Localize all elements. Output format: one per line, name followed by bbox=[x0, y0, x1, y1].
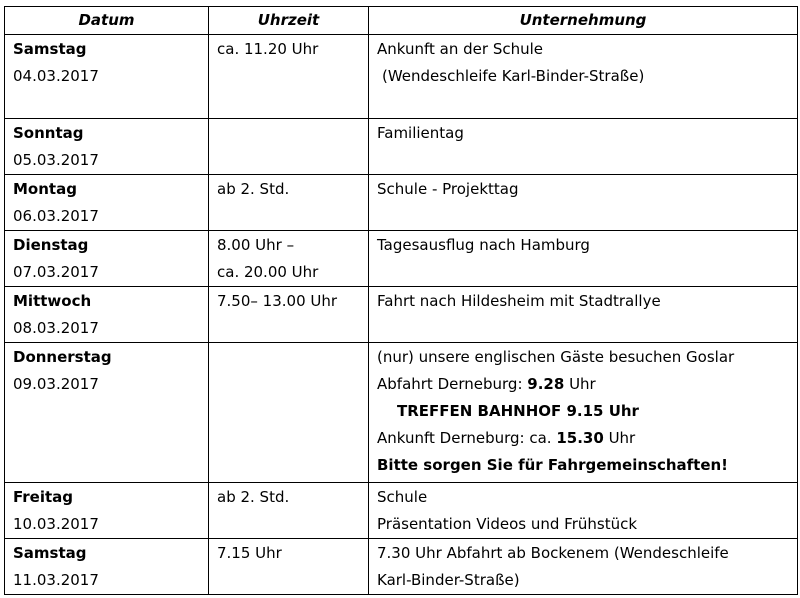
header-date: Datum bbox=[5, 7, 209, 35]
date-value: 06.03.2017 bbox=[13, 207, 99, 225]
arrival-label: Ankunft Derneburg: ca. bbox=[377, 429, 557, 447]
date-cell bbox=[5, 119, 209, 175]
time-cell bbox=[209, 175, 369, 231]
time-cell bbox=[209, 287, 369, 343]
meeting-note: TREFFEN BAHNHOF 9.15 Uhr bbox=[397, 402, 639, 420]
activity-cell bbox=[369, 119, 798, 175]
date-cell bbox=[5, 343, 209, 483]
day-name: Montag bbox=[13, 180, 77, 198]
table-row bbox=[5, 287, 798, 343]
table-row bbox=[5, 175, 798, 231]
time-text: ab 2. Std. bbox=[217, 180, 290, 198]
date-value: 09.03.2017 bbox=[13, 375, 99, 393]
date-cell bbox=[5, 483, 209, 539]
time-cell bbox=[209, 119, 369, 175]
header-row bbox=[5, 7, 798, 35]
time-text: ca. 20.00 Uhr bbox=[217, 263, 319, 281]
day-name: Donnerstag bbox=[13, 348, 112, 366]
table-row bbox=[5, 231, 798, 287]
date-cell bbox=[5, 35, 209, 119]
table-row bbox=[5, 539, 798, 595]
table-row bbox=[5, 483, 798, 539]
activity-cell bbox=[369, 539, 798, 595]
date-value: 04.03.2017 bbox=[13, 67, 99, 85]
activity-text: Ankunft an der Schule bbox=[377, 40, 544, 58]
day-name: Samstag bbox=[13, 40, 87, 58]
activity-text: Schule bbox=[377, 488, 428, 506]
table-row bbox=[5, 119, 798, 175]
day-name: Samstag bbox=[13, 544, 87, 562]
time-text: ca. 11.20 Uhr bbox=[217, 40, 319, 58]
arrival-line bbox=[377, 425, 789, 452]
date-cell bbox=[5, 539, 209, 595]
time-cell bbox=[209, 539, 369, 595]
activity-text: (nur) unsere englischen Gäste besuchen Goslar bbox=[377, 348, 735, 366]
date-value: 08.03.2017 bbox=[13, 319, 99, 337]
time-cell bbox=[209, 231, 369, 287]
header-time: Uhrzeit bbox=[209, 7, 369, 35]
activity-cell bbox=[369, 35, 798, 119]
arrival-unit: Uhr bbox=[603, 429, 636, 447]
date-value: 11.03.2017 bbox=[13, 571, 99, 589]
activity-text: Schule - Projekttag bbox=[377, 180, 519, 198]
table-row bbox=[5, 343, 798, 483]
date-cell bbox=[5, 175, 209, 231]
date-value: 07.03.2017 bbox=[13, 263, 99, 281]
time-text: 8.00 Uhr – bbox=[217, 236, 295, 254]
date-value: 05.03.2017 bbox=[13, 151, 99, 169]
date-cell bbox=[5, 231, 209, 287]
date-value: 10.03.2017 bbox=[13, 515, 99, 533]
arrival-time: 15.30 bbox=[556, 429, 604, 447]
activity-text: Karl-Binder-Straße) bbox=[377, 571, 520, 589]
departure-unit: Uhr bbox=[564, 375, 596, 393]
activity-text: (Wendeschleife Karl-Binder-Straße) bbox=[382, 67, 645, 85]
day-name: Freitag bbox=[13, 488, 74, 506]
departure-time: 9.28 bbox=[527, 375, 565, 393]
activity-text: 7.30 Uhr Abfahrt ab Bockenem (Wendeschleife bbox=[377, 544, 729, 562]
time-text: ab 2. Std. bbox=[217, 488, 290, 506]
activity-cell bbox=[369, 231, 798, 287]
day-name: Sonntag bbox=[13, 124, 84, 142]
time-text: 7.15 Uhr bbox=[217, 544, 282, 562]
time-cell bbox=[209, 483, 369, 539]
activity-cell bbox=[369, 287, 798, 343]
carpool-note: Bitte sorgen Sie für Fahrgemeinschaften! bbox=[377, 456, 729, 474]
day-name: Mittwoch bbox=[13, 292, 92, 310]
activity-cell bbox=[369, 343, 798, 483]
time-cell bbox=[209, 35, 369, 119]
activity-text: Tagesausflug nach Hamburg bbox=[377, 236, 590, 254]
departure-label: Abfahrt Derneburg: bbox=[377, 375, 528, 393]
activity-cell bbox=[369, 175, 798, 231]
activity-cell bbox=[369, 483, 798, 539]
day-name: Dienstag bbox=[13, 236, 89, 254]
header-activity: Unternehmung bbox=[369, 7, 798, 35]
table-row bbox=[5, 35, 798, 119]
time-text: 7.50– 13.00 Uhr bbox=[217, 292, 338, 310]
activity-text: Familientag bbox=[377, 124, 464, 142]
departure-line bbox=[377, 371, 789, 398]
date-cell bbox=[5, 287, 209, 343]
activity-text: Fahrt nach Hildesheim mit Stadtrallye bbox=[377, 292, 661, 310]
time-cell bbox=[209, 343, 369, 483]
activity-text: Präsentation Videos und Frühstück bbox=[377, 515, 638, 533]
schedule-table bbox=[4, 6, 798, 595]
